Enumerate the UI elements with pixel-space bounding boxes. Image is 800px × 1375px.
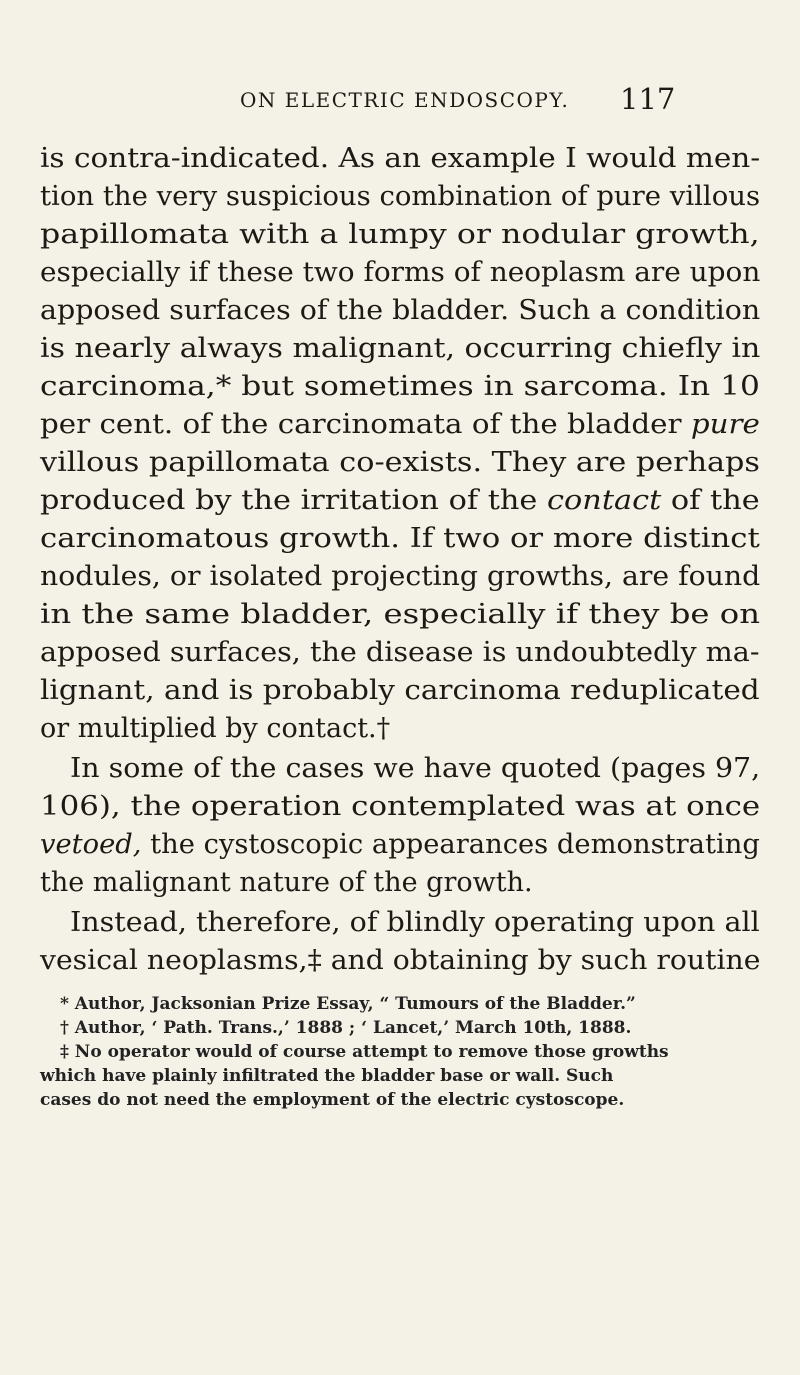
running-head [0, 82, 800, 124]
text-line: carcinoma,* but sometimes in sarcoma. In 10 [40, 371, 760, 402]
text-line: apposed surfaces, the disease is undoubtedly ma- [40, 637, 760, 668]
footnote: * Author, Jacksonian Prize Essay, “ Tumours of the Bladder.” [60, 994, 636, 1014]
text-line: nodules, or isolated projecting growths, are found [40, 561, 761, 592]
text-line: carcinomatous growth. If two or more distinct [40, 523, 760, 554]
text-line [40, 406, 760, 444]
text-line: especially if these two forms of neoplasm are upon [40, 257, 761, 288]
text-segment: the cystoscopic appearances demonstrating [150, 829, 760, 860]
footnote: cases do not need the employment of the electric cystoscope. [40, 1090, 625, 1110]
italic-word: vetoed, [40, 829, 142, 860]
text-line: apposed surfaces of the bladder. Such a condition [40, 295, 761, 326]
text-line: papillomata with a lumpy or nodular growth, [40, 219, 760, 250]
italic-word: contact [547, 485, 662, 516]
text-line: lignant, and is probably carcinoma reduplicated [40, 675, 760, 706]
footnote: which have plainly infiltrated the bladder base or wall. Such [40, 1066, 614, 1086]
italic-word: pure [690, 409, 760, 440]
text-line [40, 482, 760, 520]
text-segment: of the [670, 485, 760, 516]
running-title: ON ELECTRIC ENDOSCOPY. [240, 88, 570, 112]
text-line [40, 826, 760, 864]
text-line: vesical neoplasms,‡ and obtaining by such routine [40, 945, 761, 976]
text-line: the malignant nature of the growth. [40, 867, 533, 898]
text-line: villous papillomata co-exists. They are perhaps [40, 447, 760, 478]
text-line: Instead, therefore, of blindly operating upon all [70, 907, 760, 938]
text-line: In some of the cases we have quoted (pages 97, [70, 753, 761, 784]
text-line: tion the very suspicious combination of pure villous [40, 181, 761, 212]
text-segment: per cent. of the carcinomata of the bladder [40, 409, 682, 440]
text-line: is nearly always malignant, occurring chiefly in [40, 333, 761, 364]
footnote: † Author, ‘ Path. Trans.,’ 1888 ; ‘ Lancet,’ March 10th, 1888. [60, 1018, 632, 1038]
text-line: in the same bladder, especially if they be on [40, 599, 761, 630]
footnote: ‡ No operator would of course attempt to remove those growths [60, 1042, 669, 1062]
text-segment: produced by the irritation of the [40, 485, 538, 516]
text-line: 106), the operation contemplated was at once [40, 791, 761, 822]
text-line: or multiplied by contact.† [40, 713, 391, 744]
text-line: is contra-indicated. As an example I would men- [40, 143, 761, 174]
page-number: 117 [620, 82, 676, 116]
